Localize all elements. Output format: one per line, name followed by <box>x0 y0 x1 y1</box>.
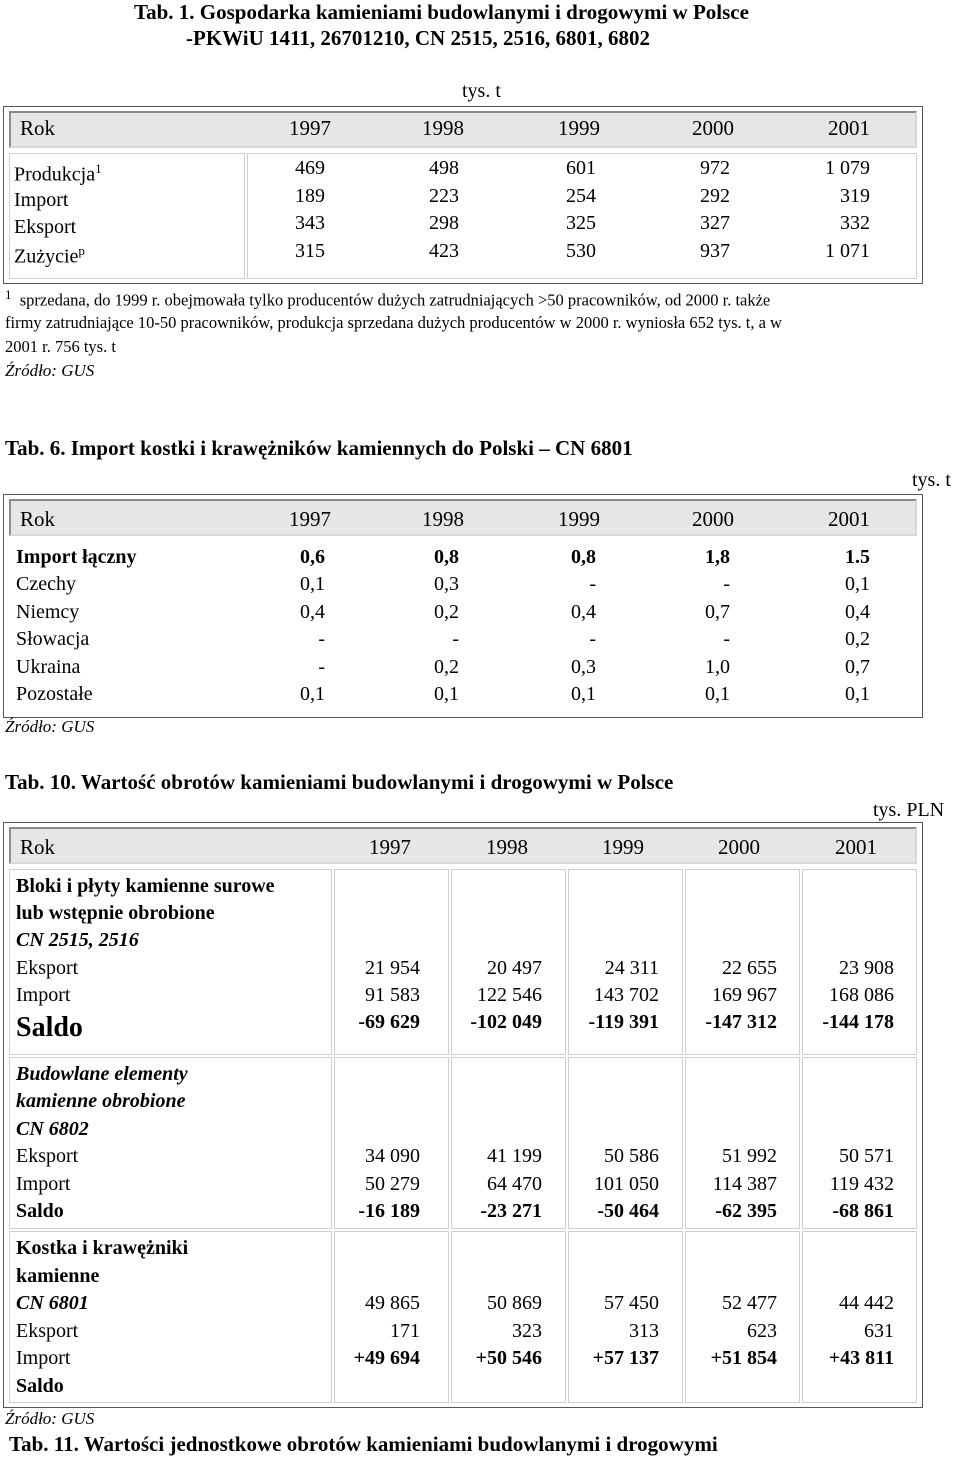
tab6-value: - <box>723 628 730 650</box>
tab10-section-code: CN 6801 <box>16 1292 89 1314</box>
tab10-value: 171 <box>390 1320 420 1342</box>
tab10-source: Źródło: GUS <box>5 1409 95 1428</box>
tab10-value: 50 586 <box>604 1145 659 1167</box>
tab6-value: 0,2 <box>845 628 870 650</box>
tab6-value: 1,8 <box>705 546 730 568</box>
tab10-row-label: Eksport <box>16 957 79 979</box>
tab6-value: 1,0 <box>705 656 730 678</box>
tab1-value: 223 <box>429 185 459 207</box>
tab6-row-label: Ukraina <box>16 656 81 678</box>
tab10-row-label: Saldo <box>16 1200 64 1222</box>
tab1-value: 319 <box>840 185 870 207</box>
tab1-header-row <box>9 111 917 148</box>
tab6-title: Tab. 6. Import kostki i krawężników kamiennych do Polski – CN 6801 <box>5 436 633 460</box>
tab10-value: -50 464 <box>597 1200 659 1222</box>
tab10-value: -68 861 <box>832 1200 894 1222</box>
tab10-value: 57 450 <box>604 1292 659 1314</box>
tab6-value: 0,4 <box>300 601 325 623</box>
tab1-header-2000: 2000 <box>692 116 734 140</box>
tab6-header-1998: 1998 <box>422 507 464 531</box>
tab10-value: 64 470 <box>487 1173 542 1195</box>
tab10-value: 168 086 <box>829 984 894 1006</box>
tab1-header-1998: 1998 <box>422 116 464 140</box>
tab10-table <box>3 822 923 1408</box>
tab6-header-row <box>9 499 917 536</box>
tab6-row-label: Czechy <box>16 573 76 595</box>
tab10-value: +50 546 <box>475 1347 542 1369</box>
tab10-row-label: Eksport <box>16 1145 79 1167</box>
tab10-value: 24 311 <box>604 957 659 979</box>
tab10-row-label: Saldo <box>16 1375 64 1397</box>
tab1-row-label: Import <box>14 189 69 211</box>
tab1-row-label: Produkcja$^1$ <box>14 161 102 186</box>
tab1-value: 601 <box>566 157 596 179</box>
tab6-value: 0,2 <box>434 601 459 623</box>
tab1-source: Źródło: GUS <box>5 361 95 380</box>
tab10-value: -16 189 <box>358 1200 420 1222</box>
tab6-header-1997: 1997 <box>289 507 331 531</box>
tab6-value: - <box>318 656 325 678</box>
tab1-footnote-line1: $^1$ sprzedana, do 1999 r. obejmowała tylko producentów dużych zatrudniających >50 pracowników, od 2000 r. także <box>5 287 771 310</box>
tab1-value: 292 <box>700 185 730 207</box>
tab1-value: 469 <box>295 157 325 179</box>
tab10-value: 91 583 <box>365 984 420 1006</box>
tab10-row-label: Saldo <box>16 1012 83 1043</box>
tab6-value: 0,1 <box>300 683 325 705</box>
tab10-value: +57 137 <box>592 1347 659 1369</box>
tab10-value: 20 497 <box>487 957 542 979</box>
tab10-header-2001: 2001 <box>835 835 877 859</box>
tab6-value: - <box>318 628 325 650</box>
tab10-value: +51 854 <box>710 1347 777 1369</box>
tab6-value: 0,1 <box>434 683 459 705</box>
tab6-value: 0,1 <box>705 683 730 705</box>
tab6-value: 0,2 <box>434 656 459 678</box>
tab1-value: 1 079 <box>825 157 870 179</box>
tab1-value: 423 <box>429 240 459 262</box>
tab6-unit: tys. t <box>912 469 951 491</box>
tab10-header-row <box>9 827 917 864</box>
tab10-value: -147 312 <box>705 1011 777 1033</box>
tab1-value: 972 <box>700 157 730 179</box>
tab10-value: 313 <box>629 1320 659 1342</box>
tab10-value: 50 869 <box>487 1292 542 1314</box>
tab6-value: 0,3 <box>434 573 459 595</box>
tab1-value: 332 <box>840 212 870 234</box>
tab1-table <box>3 106 923 284</box>
tab6-value: 0,1 <box>845 683 870 705</box>
tab6-value: 0,7 <box>845 656 870 678</box>
tab1-unit: tys. t <box>462 80 501 102</box>
tab11-title: Tab. 11. Wartości jednostkowe obrotów kamieniami budowlanymi i drogowymi <box>9 1432 718 1456</box>
tab10-value: -69 629 <box>358 1011 420 1033</box>
tab10-section3-cell <box>802 1231 917 1403</box>
tab10-section-heading: kamienne obrobione <box>16 1090 186 1112</box>
tab10-row-label: Import <box>16 1173 71 1195</box>
tab10-value: 51 992 <box>722 1145 777 1167</box>
tab6-value: 0,4 <box>571 601 596 623</box>
tab10-section-code: CN 6802 <box>16 1118 89 1140</box>
tab10-value: 50 571 <box>839 1145 894 1167</box>
tab10-value: -119 391 <box>588 1011 659 1033</box>
tab6-row-label: Niemcy <box>16 601 80 623</box>
tab10-value: 41 199 <box>487 1145 542 1167</box>
tab1-value: 498 <box>429 157 459 179</box>
tab10-header-1998: 1998 <box>486 835 528 859</box>
tab10-row-label: Import <box>16 984 71 1006</box>
tab1-value: 343 <box>295 212 325 234</box>
tab10-value: 34 090 <box>365 1145 420 1167</box>
tab10-value: 50 279 <box>365 1173 420 1195</box>
tab10-header-2000: 2000 <box>718 835 760 859</box>
tab6-header-2000: 2000 <box>692 507 734 531</box>
tab10-value: 101 050 <box>594 1173 659 1195</box>
tab10-header-1999: 1999 <box>602 835 644 859</box>
tab10-value: -144 178 <box>822 1011 894 1033</box>
tab1-header-2001: 2001 <box>828 116 870 140</box>
tab10-section-heading: lub wstępnie obrobione <box>16 902 215 924</box>
tab10-section-heading: Kostka i krawężniki <box>16 1237 189 1259</box>
tab1-header-1999: 1999 <box>558 116 600 140</box>
tab10-section3-cell <box>568 1231 683 1403</box>
tab6-value: - <box>452 628 459 650</box>
tab10-value: 22 655 <box>722 957 777 979</box>
tab6-value: 0,1 <box>571 683 596 705</box>
tab10-unit: tys. PLN <box>873 799 945 821</box>
tab10-value: 21 954 <box>365 957 420 979</box>
tab6-header-1999: 1999 <box>558 507 600 531</box>
tab10-value: 52 477 <box>722 1292 777 1314</box>
tab10-value: 631 <box>864 1320 894 1342</box>
tab1-title-line2: -PKWiU 1411, 26701210, CN 2515, 2516, 6801, 6802 <box>186 26 650 50</box>
tab10-value: 114 387 <box>712 1173 777 1195</box>
tab6-value: 0,8 <box>434 546 459 568</box>
tab1-footnote-line2: firmy zatrudniające 10-50 pracowników, produkcja sprzedana dużych producentów w 2000 r. wyniosła 652 tys. t, a w <box>5 313 782 332</box>
tab6-value: 1.5 <box>845 546 870 568</box>
tab10-section-code: CN 2515, 2516 <box>16 929 139 951</box>
tab10-value: -23 271 <box>480 1200 542 1222</box>
tab1-value: 530 <box>566 240 596 262</box>
tab10-section-heading: Budowlane elementy <box>16 1063 188 1085</box>
tab6-value: - <box>589 573 596 595</box>
tab10-row-label: Import <box>16 1347 71 1369</box>
tab10-value: 169 967 <box>712 984 777 1006</box>
tab10-header-rok: Rok <box>20 835 56 859</box>
tab1-header-1997: 1997 <box>289 116 331 140</box>
tab6-value: 0,7 <box>705 601 730 623</box>
tab1-value: 298 <box>429 212 459 234</box>
tab6-row-label: Pozostałe <box>16 683 93 705</box>
tab10-value: 323 <box>512 1320 542 1342</box>
tab10-section3-cell <box>685 1231 800 1403</box>
tab1-value: 315 <box>295 240 325 262</box>
tab10-value: 49 865 <box>365 1292 420 1314</box>
tab6-header-2001: 2001 <box>828 507 870 531</box>
tab10-title: Tab. 10. Wartość obrotów kamieniami budowlanymi i drogowymi w Polsce <box>5 770 674 794</box>
tab1-value: 1 071 <box>825 240 870 262</box>
tab1-title-line1: Tab. 1. Gospodarka kamieniami budowlanymi i drogowymi w Polsce <box>134 0 749 24</box>
tab10-value: -62 395 <box>715 1200 777 1222</box>
tab1-row-label: Zużycie$^p$ <box>14 243 85 268</box>
tab6-value: - <box>723 573 730 595</box>
tab10-value: 23 908 <box>839 957 894 979</box>
tab10-value: 122 546 <box>477 984 542 1006</box>
tab6-value: 0,3 <box>571 656 596 678</box>
tab6-table <box>3 494 923 718</box>
tab1-value: 254 <box>566 185 596 207</box>
tab6-value: 0,8 <box>571 546 596 568</box>
tab10-value: 119 432 <box>829 1173 894 1195</box>
tab1-footnote-line3: 2001 r. 756 tys. t <box>5 337 116 356</box>
tab10-section-heading: Bloki i płyty kamienne surowe <box>16 875 275 897</box>
tab10-value: -102 049 <box>470 1011 542 1033</box>
tab10-value: +49 694 <box>353 1347 420 1369</box>
tab1-value: 327 <box>700 212 730 234</box>
tab1-value: 325 <box>566 212 596 234</box>
tab1-value: 937 <box>700 240 730 262</box>
tab10-section3-cell <box>334 1231 449 1403</box>
tab10-value: 143 702 <box>594 984 659 1006</box>
tab10-row-label: Eksport <box>16 1320 79 1342</box>
tab10-header-1997: 1997 <box>369 835 411 859</box>
tab6-source: Źródło: GUS <box>5 717 95 736</box>
tab6-row-label: Import łączny <box>16 546 137 568</box>
tab6-value: 0,1 <box>845 573 870 595</box>
tab10-section-heading: kamienne <box>16 1265 100 1287</box>
tab6-value: 0,4 <box>845 601 870 623</box>
tab6-header-rok: Rok <box>20 507 56 531</box>
tab10-value: 44 442 <box>839 1292 894 1314</box>
tab6-row-label: Słowacja <box>16 628 90 650</box>
tab6-value: 0,6 <box>300 546 325 568</box>
tab10-value: 623 <box>747 1320 777 1342</box>
tab10-section3-cell <box>451 1231 566 1403</box>
tab10-value: +43 811 <box>828 1347 894 1369</box>
tab6-value: 0,1 <box>300 573 325 595</box>
tab1-row-label: Eksport <box>14 216 77 238</box>
tab1-header-rok: Rok <box>20 116 56 140</box>
tab6-value: - <box>589 628 596 650</box>
tab1-value: 189 <box>295 185 325 207</box>
